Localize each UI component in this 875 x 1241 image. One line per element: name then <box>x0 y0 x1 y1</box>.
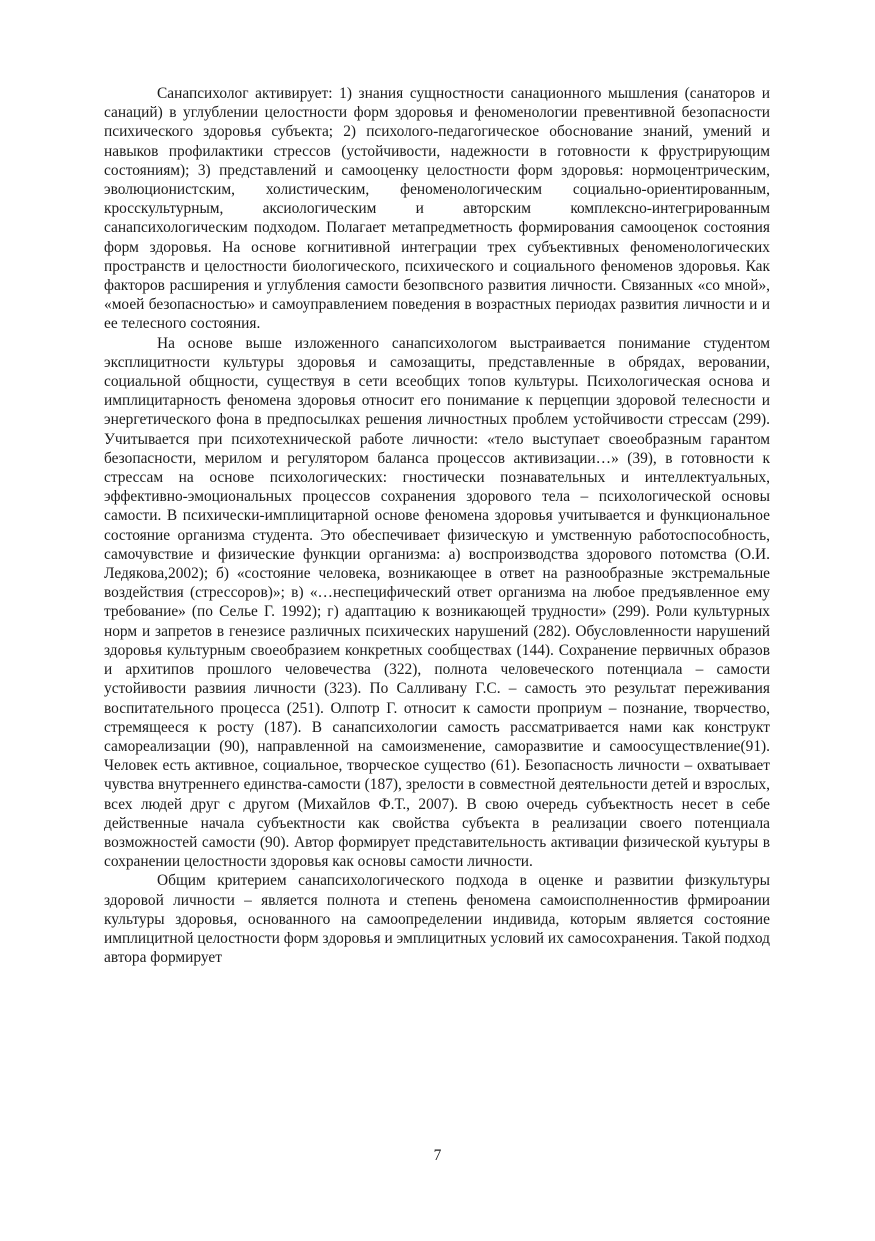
paragraph-3: Общим критерием санапсихологического подхода в оценке и развитии физкультуры здоровой личности – является полнота и степень феномена самоисполненностив фрмироании культуры здоровья, основанного на самоопределении индивида, которым является состояние имплицитной целостности форм здоровья и эмплицитных условий их самосохранения. Такой подход автора формирует <box>104 872 770 967</box>
paragraph-1: Санапсихолог активирует: 1) знания сущностности санационного мышления (санаторов и санаций) в углублении целостности форм здоровья и феноменологии превентивной безопасности психического здоровья субъекта; 2) психолого-педагогическое обоснование знаний, умений и навыков профилактики стрессов (устойчивости, надежности в готовности к фрустрирующим состояниям); 3) представлений и самооценку целостности форм здоровья: нормоцентрическим, эволюционистским, холистическим, феноменологическим социально-ориентированным, кросскультурным, аксиологическим и авторским комплексно-интегрированным санапсихологическим подходом. Полагает метапредметность формирования самооценок состояния форм здоровья. На основе когнитивной интеграции трех субъективных феноменологических пространств и целостности биологического, психического и социального феноменов здоровья. Как факторов расширения и углубления самости безопвсного развития личности. Связанных «со мной», «моей безопасностью» и самоуправлением поведения в возрастных периодах развития личности и и ее телесного состояния. <box>104 85 770 333</box>
document-page <box>104 84 770 967</box>
paragraph-2: На основе выше изложенного санапсихологом выстраивается понимание студентом эксплицитности культуры здоровья и самозащиты, представленные в обрядах, веровании, социальной общности, существуя в сети всеобщих топов культуры. Психологическая основа и имплицитарность феномена здоровья относит его понимание к перцепции здоровой телесности и энергетического фона в предпосылках решения личностных проблем устойчивости стрессам (299). Учитывается при психотехнической работе личности: «тело выступает своеобразным гарантом безопасности, мерилом и регулятором баланса процессов активизации…» (39), в готовности к стрессам на основе психологических: гностически познавательных и интеллектуальных, эффективно-эмоциональных процессов сохранения здорового тела – психологической основы самости. В психически-имплицитарной основе феномена здоровья учитывается и функциональное состояние организма студента. Это обеспечивает физическую и умственную работоспособность, самочувствие и физические функции организма: а) воспроизводства здорового потомства (О.И. Ледякова,2002); б) «состояние человека, возникающее в ответ на разнообразные экстремальные воздействия (стрессоров)»; в) «…неспецифический ответ организма на любое предъявленное ему требование» (по Селье Г. 1992); г) адаптацию к возникающей трудности» (299). Роли культурных норм и запретов в генезисе различных психических нарушений (282). Обусловленности нарушений здоровья культурным своеобразием конкретных сообществах (144). Сохранение первичных образов и архитипов прошлого человечества (322), полнота человеческого потенциала – самости устойивости развиия личности (323). По Салливану Г.С. – самость это результат переживания воспитательного процесса (251). Олпотр Г. относит к самости проприум – познание, творчество, стремящееся к росту (187). В санапсихологии самость рассматривается нами как конструкт самореализации (90), направленной на самоизменение, саморазвитие и самоосуществление(91). Человек есть активное, социальное, творческое существо (61). Безопасность личности – охватывает чувства внутреннего единства-самости (187), зрелости в совместной деятельности детей и взрослых, всех людей друг с другом (Михайлов Ф.Т., 2007). В свою очередь субъектность несет в себе действенные начала субъектности как свойства субъекта в реализации своего потенциала возможностей самости (90). Автор формирует представительность активации физической куьтуры в сохранении целостности здоровья как основы самости личности. <box>104 334 770 871</box>
page-number: 7 <box>433 1147 442 1164</box>
